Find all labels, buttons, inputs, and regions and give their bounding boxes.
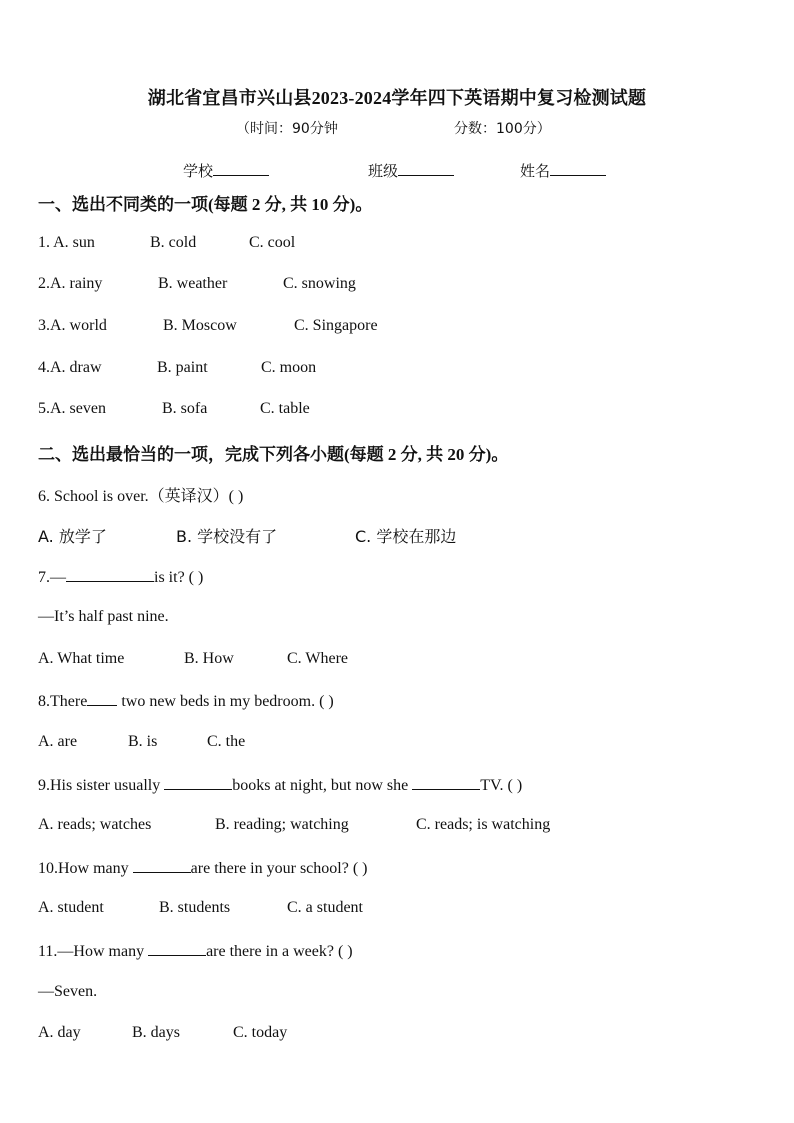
q10-stem-end: are there in your school? ( ) [190, 860, 368, 877]
question-7-answer: —It’s half past nine. [38, 608, 169, 625]
q2-option-a: 2.A. rainy [38, 275, 103, 292]
q8-blank[interactable] [87, 691, 117, 706]
school-blank[interactable] [213, 161, 269, 176]
q10-option-b: B. students [159, 899, 231, 916]
question-11-answer: —Seven. [38, 983, 98, 1000]
q9-option-a: A. reads; watches [38, 816, 152, 833]
question-11-stem [38, 941, 353, 961]
q9-stem-end: TV. ( ) [480, 777, 523, 794]
q8-stem-end: two new beds in my bedroom. ( ) [117, 693, 334, 710]
q3-option-b: B. Moscow [163, 317, 237, 334]
q4-option-a: 4.A. draw [38, 359, 102, 376]
q9-stem-start: 9.His sister usually [38, 777, 165, 794]
q11-option-c: C. today [233, 1024, 288, 1041]
total-score: 分数：100分） [454, 121, 551, 137]
section-2-heading: 二、选出最恰当的一项，完成下列各小题(每题 2 分, 共 20 分)。 [38, 445, 509, 464]
q7-blank[interactable] [66, 567, 154, 582]
q10-stem-start: 10.How many [38, 860, 133, 877]
q8-option-a: A. are [38, 733, 78, 750]
q3-option-a: 3.A. world [38, 317, 107, 334]
q9-blank-1[interactable] [164, 775, 232, 790]
q7-option-a: A. What time [38, 650, 125, 667]
class-label: 班级 [368, 162, 399, 180]
q11-stem-start: 11.—How many [38, 943, 149, 960]
q2-option-b: B. weather [158, 275, 228, 292]
school-label: 学校 [183, 162, 214, 180]
q7-stem-start: 7.— [38, 569, 66, 586]
q11-stem-end: are there in a week? ( ) [206, 943, 353, 960]
question-7-stem [38, 567, 203, 587]
q10-option-a: A. student [38, 899, 104, 916]
q5-option-a: 5.A. seven [38, 400, 106, 417]
q1-option-c: C. cool [249, 234, 296, 251]
question-10-stem [38, 858, 367, 878]
name-label: 姓名 [520, 162, 551, 180]
q7-option-c: C. Where [287, 650, 349, 667]
q10-blank[interactable] [133, 858, 191, 873]
q4-option-b: B. paint [157, 359, 208, 376]
q11-option-a: A. day [38, 1024, 81, 1041]
question-6-stem: 6. School is over.（英译汉）( ) [38, 488, 244, 505]
q9-stem-middle: books at night, but now she [232, 777, 413, 794]
class-field [368, 160, 454, 181]
q9-option-b: B. reading; watching [215, 816, 349, 833]
q7-stem-end: is it? ( ) [154, 569, 204, 586]
q7-option-b: B. How [184, 650, 234, 667]
time-limit: （时间：90分钟 [236, 121, 338, 137]
q6-option-b: B. 学校没有了 [176, 527, 278, 546]
q6-option-c: C. 学校在那边 [355, 527, 457, 546]
q11-option-b: B. days [132, 1024, 180, 1041]
section-1-heading: 一、选出不同类的一项(每题 2 分, 共 10 分)。 [38, 195, 373, 214]
q9-option-c: C. reads; is watching [416, 816, 551, 833]
q1-option-a: 1. A. sun [38, 234, 95, 251]
q4-option-c: C. moon [261, 359, 317, 376]
question-8-stem [38, 691, 334, 711]
q11-blank[interactable] [148, 941, 206, 956]
q5-option-c: C. table [260, 400, 310, 417]
q2-option-c: C. snowing [283, 275, 356, 292]
q6-option-a: A. 放学了 [38, 527, 107, 546]
name-field [520, 160, 606, 181]
q8-stem-start: 8.There [38, 693, 88, 710]
q9-blank-2[interactable] [412, 775, 480, 790]
q8-option-b: B. is [128, 733, 158, 750]
q1-option-b: B. cold [150, 234, 197, 251]
q5-option-b: B. sofa [162, 400, 208, 417]
page-title: 湖北省宜昌市兴山县2023-2024学年四下英语期中复习检测试题 [147, 88, 647, 108]
q10-option-c: C. a student [287, 899, 363, 916]
name-blank[interactable] [550, 161, 606, 176]
question-9-stem [38, 775, 522, 795]
q3-option-c: C. Singapore [294, 317, 378, 334]
q8-option-c: C. the [207, 733, 246, 750]
class-blank[interactable] [398, 161, 454, 176]
school-field [183, 160, 269, 181]
